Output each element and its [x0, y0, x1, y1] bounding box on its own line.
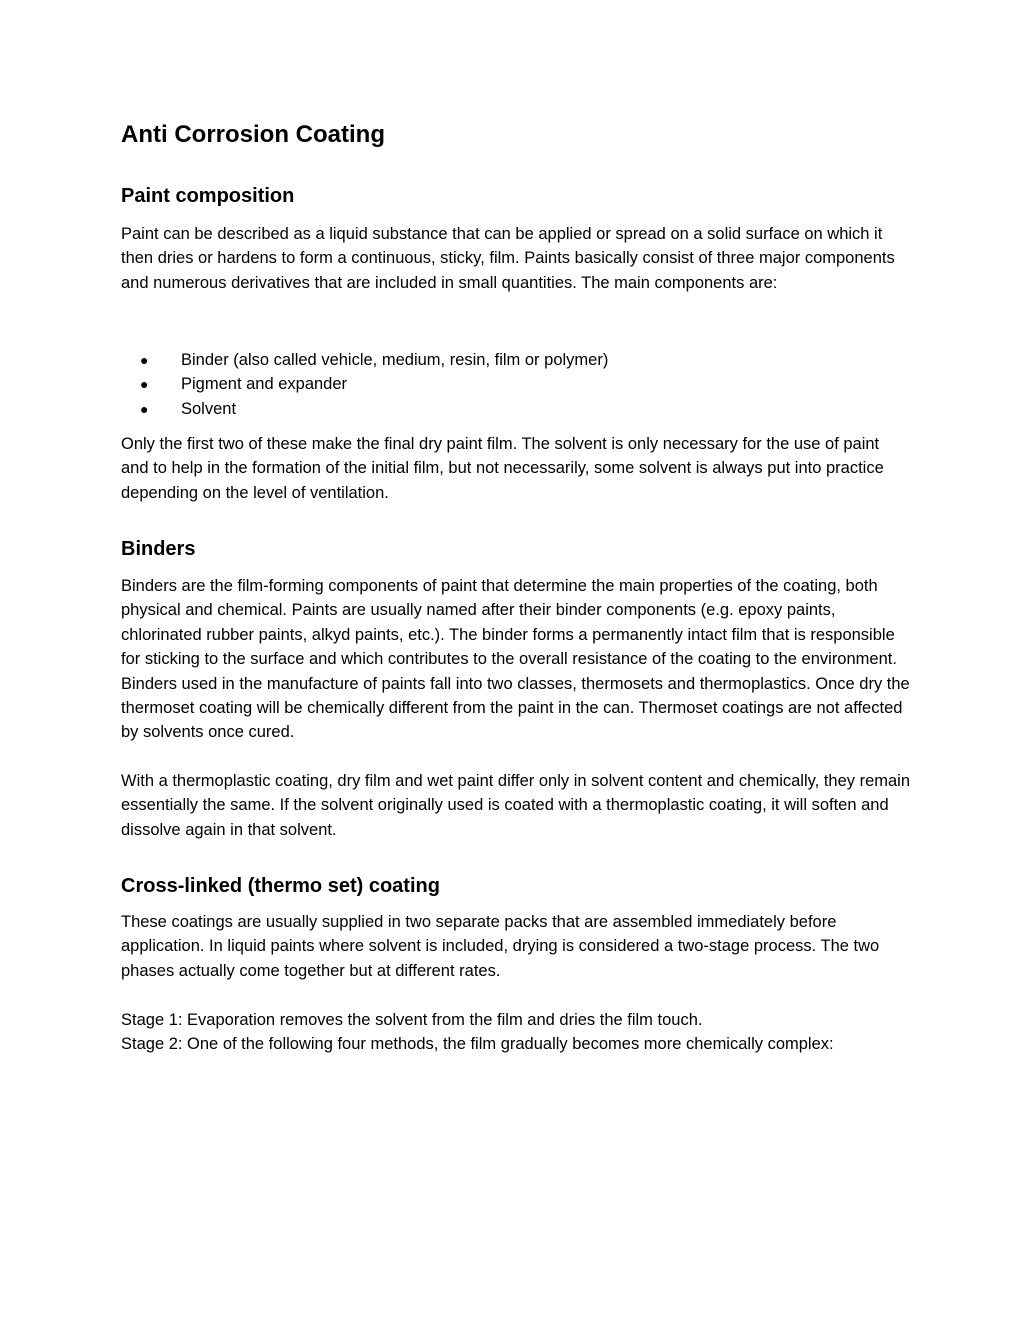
binders-paragraph-2: With a thermoplastic coating, dry film and wet paint differ only in solvent content and chemically, they remain essentially the same. If the solvent originally used is coated with a thermoplastic coating, it will soften and dissolve again in that solvent.	[121, 772, 911, 839]
document-title: Anti Corrosion Coating	[121, 121, 385, 148]
list-item-text: Solvent	[181, 399, 237, 418]
section-heading-cross-linked-coating: Cross-linked (thermo set) coating	[121, 875, 440, 897]
list-item	[121, 397, 608, 421]
stage-1-text: Stage 1: Evaporation removes the solvent from the film and dries the film touch.	[121, 1011, 703, 1029]
list-item	[121, 348, 608, 372]
list-item-text: Pigment and expander	[181, 375, 348, 394]
list-item-text: Binder (also called vehicle, medium, resin, film or polymer)	[181, 351, 609, 369]
cross-linked-paragraph: These coatings are usually supplied in two separate packs that are assembled immediately before application. In liquid paints where solvent is included, drying is considered a two-stage process. The two phases actually come together but at different rates.	[121, 913, 880, 980]
stage-2-text: Stage 2: One of the following four methods, the film gradually becomes more chemically complex:	[121, 1035, 834, 1053]
section-heading-paint-composition: Paint composition	[121, 185, 295, 207]
bullet-icon: ●	[140, 352, 149, 368]
section-heading-binders: Binders	[121, 538, 196, 560]
binders-paragraph-1: Binders are the film-forming components of paint that determine the main properties of the coating, both physical and chemical. Paints are usually named after their binder components (e.g. epoxy paints, chlorinated rubber paints, alkyd paints, etc.). The binder forms a permanently intact film that is responsible for sticking to the surface and which contributes to the overall resistance of the coating to the environment. Binders used in the manufacture of paints fall into two classes, thermosets and thermoplastics. Once dry the thermoset coating will be chemically different from the paint in the can. Thermoset coatings are not affected by solvents once cured.	[121, 577, 910, 742]
bullet-icon: ●	[140, 400, 149, 417]
component-list	[121, 348, 608, 421]
paint-composition-intro: Paint can be described as a liquid substance that can be applied or spread on a solid surface on which it then dries or hardens to form a continuous, sticky, film. Paints basically consist of three major components and numerous derivatives that are included in small quantities. The main components are:	[121, 225, 895, 292]
paint-composition-outro: Only the first two of these make the final dry paint film. The solvent is only necessary for the use of paint and to help in the formation of the initial film, but not necessarily, some solvent is always put into practice depending on the level of ventilation.	[121, 435, 884, 502]
bullet-icon: ●	[140, 376, 149, 393]
list-item	[121, 372, 608, 396]
